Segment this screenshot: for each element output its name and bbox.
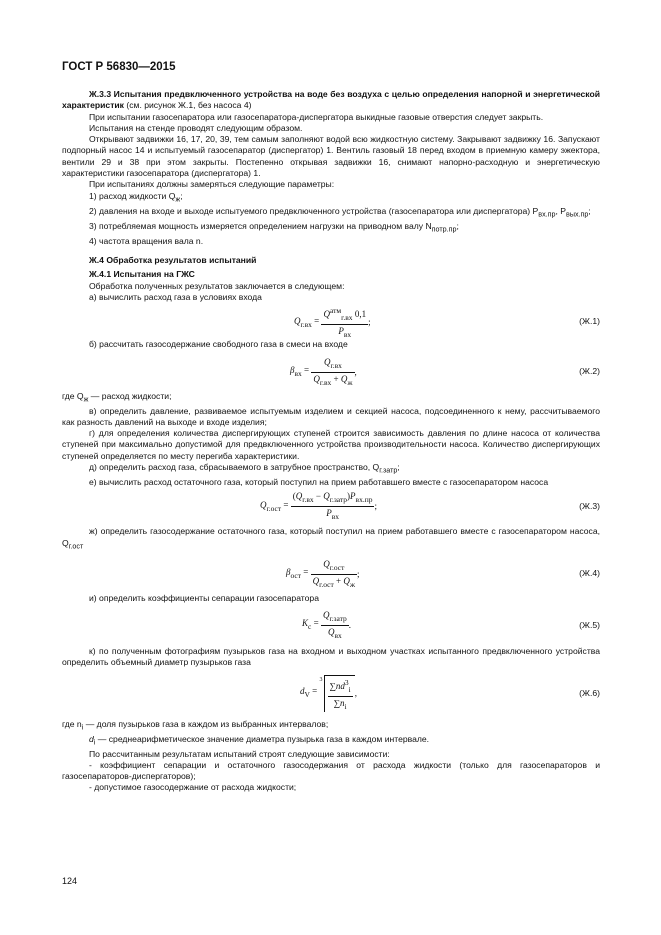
formula-symbol: P bbox=[326, 508, 332, 519]
subscript: г.затр bbox=[329, 495, 348, 505]
numerator: $(Q_{г.вх} - Q_{г.затр})P_{вх.пр}$ bbox=[291, 491, 375, 507]
text: — среднеарифметическое значение диаметра пузырька газа в каждом интервале. bbox=[95, 733, 430, 744]
paragraph-where bbox=[62, 719, 600, 734]
denominator bbox=[321, 626, 349, 641]
paragraph: и) определить коэффициенты сепарации газосепаратора bbox=[89, 592, 319, 603]
subscript: i bbox=[344, 701, 347, 711]
document-header: ГОСТ Р 56830—2015 bbox=[62, 61, 176, 73]
text: — доля пузырьков газа в каждом из выбранных интервалов; bbox=[83, 718, 329, 729]
subscript: вх bbox=[331, 512, 339, 522]
paragraph: При испытании газосепаратора или газосепаратора-диспергатора выкидные газовые отверстия следует закрыть. bbox=[89, 111, 544, 122]
subscript: ж bbox=[349, 579, 356, 589]
list-item: 2) давления на входе и выходе испытуемого предвключенного устройства (газосепаратора или диспергатора) $P_{вх.пр}$, $P_{вых.пр}$; bbox=[89, 205, 591, 219]
text: где Q bbox=[62, 390, 84, 401]
list-item: 4) частота вращения вала n. bbox=[89, 235, 204, 246]
formula-symbol: Q bbox=[323, 356, 331, 367]
superscript: 3 bbox=[344, 677, 349, 687]
formula-zh2 bbox=[62, 351, 600, 391]
formula-body: $\beta_{вх}$ = $Q_{г.вх}$ $Q_{г.вх} + Q_ж$ , bbox=[290, 356, 357, 387]
formula-symbol: Q bbox=[340, 373, 348, 384]
numerator bbox=[328, 677, 353, 697]
paragraph: а) вычислить расход газа в условиях входа bbox=[89, 291, 262, 302]
subscript: V bbox=[304, 689, 310, 699]
paragraph-where bbox=[62, 391, 600, 406]
denominator bbox=[291, 507, 375, 522]
fraction bbox=[328, 677, 353, 712]
separator-text: , P bbox=[555, 205, 567, 216]
subscript: г.вх bbox=[300, 319, 312, 329]
formula-body: $Q_{г.ост}$ = $(Q_{г.вх} - Q_{г.затр})P_{вх.пр}$ $P_{вх}$ ; bbox=[260, 491, 377, 522]
list-item-text: 1) расход жидкости Q bbox=[89, 190, 176, 201]
subscript: потр.пр bbox=[431, 225, 457, 234]
subscript: вх bbox=[334, 630, 342, 640]
subscript: i bbox=[93, 738, 96, 747]
text: — расход жидкости; bbox=[88, 390, 172, 401]
text: д) определить расход газа, сбрасываемого в затрубное пространство, Q bbox=[89, 462, 380, 472]
subscript: г.вх bbox=[330, 360, 342, 370]
denominator: $Q_{г.ост} + Q_ж$ bbox=[312, 575, 356, 589]
formula-zh5 bbox=[62, 604, 600, 646]
paragraph: При испытаниях должны замеряться следующие параметры: bbox=[89, 179, 335, 190]
subscript: г.вх bbox=[341, 313, 353, 322]
subsection-heading-zh41: Ж.4.1 Испытания на ГЖС bbox=[89, 269, 195, 280]
superscript: атм bbox=[329, 306, 342, 316]
formula-zh6 bbox=[62, 669, 600, 719]
list-item-text: 2) давления на входе и выходе испытуемого предвключенного устройства (газосепаратора или диспергатора) P bbox=[89, 205, 539, 216]
formula-number: (Ж.5) bbox=[579, 619, 600, 630]
paragraph: г) для определения количества диспергирующих ступеней строится зависимость давления по длине насоса от количества ступеней при максимально допустимой для предвключенного устройства производительности насоса. Количество диспергирующих ступеней определяется по месту перегиба характеристики. bbox=[62, 428, 600, 461]
subscript: i bbox=[81, 723, 84, 732]
subscript: г.ост bbox=[68, 542, 84, 551]
subscript: г.затр bbox=[329, 613, 347, 623]
paragraph: б) рассчитать газосодержание свободного газа в смеси на входе bbox=[89, 339, 348, 350]
formula-body: $Q_{г.вх}$ = $Q^{атм}_{г.вх}$ 0,1 $P_{вх}$ ; bbox=[294, 306, 371, 340]
fraction bbox=[321, 305, 368, 340]
fraction bbox=[291, 491, 375, 522]
subscript: вх.пр bbox=[538, 210, 556, 219]
formula-symbol: K bbox=[302, 618, 309, 629]
subscript: г.ост bbox=[329, 562, 345, 572]
paragraph: Открывают задвижки 16, 17, 20, 39, тем самым заполняют водой всю жидкостную систему. Закрывают задвижку 16. Запускают подпорный насос 14 и испытуемый газосепаратор (диспергатор) 1. Вентиль газовый 18 перед входом в приемную камеру эжектора, вентили 29 и 38 при этом закрыты. Постепенно открывая задвижки 16, снимают напорно-расходную и энергетическую характеристики газосепаратора (диспергатора) 1. bbox=[62, 134, 600, 179]
subscript: ж bbox=[83, 395, 89, 404]
subscript: г.вх bbox=[302, 495, 314, 505]
formula-symbol: Q bbox=[313, 373, 320, 384]
formula-body: $\beta_{ост}$ = $Q_{г.ост}$ $Q_{г.ост} + Q_ж$ ; bbox=[286, 558, 360, 589]
radical bbox=[324, 675, 355, 712]
formula-symbol: P bbox=[338, 326, 344, 337]
formula-symbol: d bbox=[300, 686, 305, 697]
section-title-zh33: Ж.3.3 Испытания предвключенного устройства на воде без воздуха с целью определения напорной и энергетической характеристик bbox=[62, 89, 600, 111]
formula-symbol: Q bbox=[327, 627, 335, 638]
list-item: 3) потребляемая мощность измеряется определением нагрузки на приводном валу $N_{потр.пр}$; bbox=[89, 220, 459, 234]
subscript: г.ост bbox=[266, 503, 282, 513]
denominator bbox=[328, 697, 353, 712]
paragraph: д) определить расход газа, сбрасываемого в затрубное пространство, $Q_{г.затр}$; bbox=[89, 462, 400, 475]
paragraph bbox=[62, 526, 600, 552]
formula-symbol: d bbox=[89, 733, 94, 744]
subscript: г.затр bbox=[379, 466, 398, 475]
subscript: вых.пр bbox=[566, 210, 589, 219]
formula-zh4 bbox=[62, 553, 600, 593]
formula-body: $K_с$ = $Q_{г.затр}$ $Q_{вх}$ . bbox=[302, 609, 352, 640]
formula-number: (Ж.3) bbox=[579, 501, 600, 512]
subscript: вх bbox=[343, 330, 352, 340]
formula-body: $d_V = ^3$ $\frac{\sum nd^3_i}{\sum n_i}$ , bbox=[300, 676, 358, 711]
formula-symbol: nd bbox=[335, 680, 345, 691]
formula-symbol: Q bbox=[322, 609, 330, 620]
paragraph: в) определить давление, развиваемое испытуемым изделием и секцией насоса, подсоединенного к нему, рассчитываемого как разность давлений на выходе и входе изделия; bbox=[62, 405, 600, 427]
formula-symbol: Q bbox=[323, 309, 330, 320]
subscript: i bbox=[348, 684, 351, 694]
section-heading-zh4: Ж.4 Обработка результатов испытаний bbox=[89, 255, 257, 266]
formula-zh1 bbox=[62, 303, 600, 339]
subscript: г.ост bbox=[319, 579, 334, 589]
document-body bbox=[62, 89, 600, 794]
paragraph: е) вычислить расход остаточного газа, который поступил на прием работавшего вместе с газосепаратором насоса bbox=[89, 477, 549, 488]
numerator bbox=[321, 610, 349, 626]
formula-symbol: Q bbox=[260, 499, 267, 510]
sum-symbol: ∑ bbox=[333, 697, 341, 708]
formula-symbol: P bbox=[350, 491, 356, 502]
subscript: г.вх bbox=[319, 377, 332, 387]
subscript: ж bbox=[347, 377, 353, 387]
list-item-text: 3) потребляемая мощность измеряется определением нагрузки на приводном валу N bbox=[89, 220, 432, 231]
formula-symbol: Q bbox=[312, 575, 320, 586]
formula-number: (Ж.6) bbox=[579, 687, 600, 698]
paragraph-zh33 bbox=[62, 89, 600, 112]
page-number: 124 bbox=[62, 876, 78, 886]
formula-symbol: Q bbox=[323, 558, 330, 569]
paragraph: Испытания на стенде проводят следующим образом. bbox=[89, 122, 303, 133]
section-title-note: (см. рисунок Ж.1, без насоса 4) bbox=[123, 100, 252, 111]
formula-symbol: β bbox=[286, 567, 291, 578]
fraction bbox=[311, 559, 357, 590]
numerator bbox=[311, 559, 357, 575]
formula-symbol: Q bbox=[294, 315, 301, 326]
formula-symbol: n bbox=[340, 697, 345, 708]
root-index: 3 bbox=[319, 676, 323, 683]
formula-symbol: Q bbox=[295, 491, 303, 502]
formula-symbol: β bbox=[290, 365, 295, 376]
dash-list-item: - коэффициент сепарации и остаточного газосодержания от расхода жидкости (только для газосепараторов и газосепараторов-диспергаторов); bbox=[62, 759, 600, 782]
text: ж) определить газосодержание остаточного газа, который поступил на прием работавшего вместе с газосепаратором насоса, Q bbox=[62, 526, 600, 548]
sum-symbol: ∑ bbox=[329, 680, 336, 691]
dash-list-item: - допустимое газосодержание от расхода жидкости; bbox=[89, 782, 297, 793]
denominator: $Q_{г.вх} + Q_ж$ bbox=[313, 373, 353, 387]
paragraph: к) по полученным фотографиям пузырьков газа на входном и выходном участках испытанного предвключенного устройства определить объемный диаметр пузырьков газа bbox=[62, 645, 600, 668]
paragraph bbox=[62, 734, 600, 749]
formula-zh3 bbox=[62, 488, 600, 526]
text: где n bbox=[62, 718, 82, 729]
subscript: с bbox=[308, 622, 312, 632]
subscript: ост bbox=[290, 570, 302, 580]
subscript: ж bbox=[175, 195, 181, 204]
formula-number: (Ж.2) bbox=[579, 365, 600, 376]
fraction bbox=[311, 357, 354, 388]
fraction bbox=[321, 610, 349, 641]
subscript: вх.пр bbox=[355, 495, 373, 505]
numerator bbox=[321, 305, 368, 325]
denominator bbox=[321, 325, 368, 340]
formula-symbol: Q bbox=[343, 575, 350, 586]
numerator bbox=[311, 357, 354, 373]
formula-symbol: Q bbox=[323, 491, 330, 502]
list-item: 1) расход жидкости $Q_ж$; bbox=[89, 190, 183, 204]
constant: 0,1 bbox=[354, 309, 367, 320]
formula-number: (Ж.4) bbox=[579, 567, 600, 578]
paragraph: Обработка полученных результатов заключается в следующем: bbox=[89, 280, 345, 291]
formula-number: (Ж.1) bbox=[579, 316, 600, 327]
subscript: вх bbox=[294, 368, 302, 378]
paragraph: По рассчитанным результатам испытаний строят следующие зависимости: bbox=[89, 748, 390, 759]
